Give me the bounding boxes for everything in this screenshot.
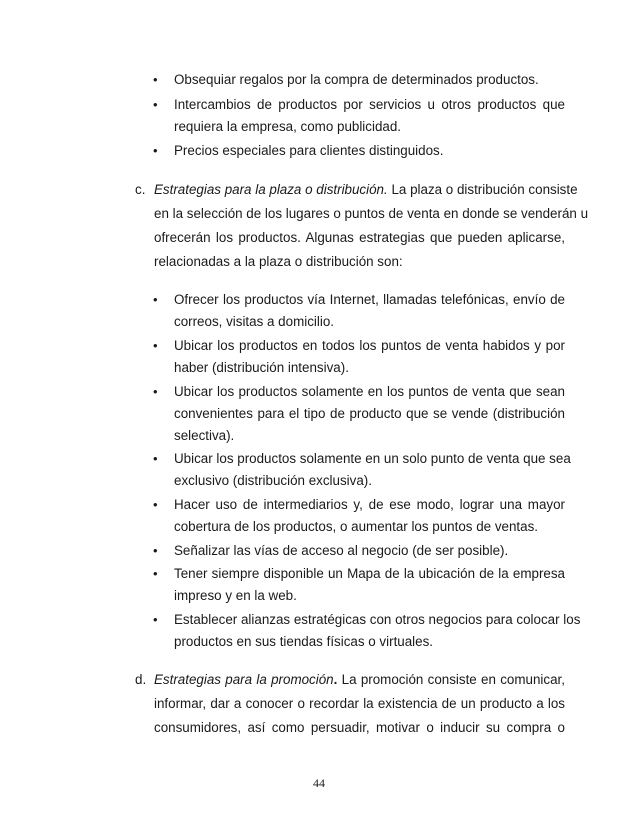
- section-title-dot: .: [333, 672, 338, 687]
- paragraph-line: en la selección de los lugares o puntos de venta en donde se venderán u: [154, 206, 589, 221]
- bullet-marker: •: [153, 543, 158, 558]
- bullet-marker: •: [153, 338, 158, 353]
- bullet-marker: •: [153, 292, 158, 307]
- bullet-marker: •: [153, 497, 158, 512]
- bullet-marker: •: [153, 612, 158, 627]
- page-number: 44: [313, 776, 325, 790]
- section-title: Estrategias para la plaza o distribución.: [154, 182, 388, 197]
- list-item-line: convenientes para el tipo de producto que se vende (distribución: [174, 406, 565, 421]
- paragraph-line: informar, dar a conocer o recordar la existencia de un producto a los: [154, 696, 565, 711]
- bullet-marker: •: [153, 143, 158, 158]
- list-item-line: Ofrecer los productos vía Internet, llamadas telefónicas, envío de: [174, 292, 565, 307]
- list-item-line: haber (distribución intensiva).: [174, 360, 349, 375]
- list-item-line: Tener siempre disponible un Mapa de la ubicación de la empresa: [174, 566, 565, 581]
- list-item-line: requiera la empresa, como publicidad.: [174, 119, 402, 134]
- list-item-line: Hacer uso de intermediarios y, de ese modo, lograr una mayor: [174, 497, 565, 512]
- list-item-line: Ubicar los productos solamente en los puntos de venta que sean: [174, 384, 565, 399]
- list-item-line: selectiva).: [174, 428, 235, 443]
- list-item-line: Ubicar los productos solamente en un solo punto de venta que sea: [174, 451, 571, 466]
- section-marker: d.: [135, 672, 147, 687]
- list-item-line: impreso y en la web.: [174, 588, 297, 603]
- list-item-line: Intercambios de productos por servicios u otros productos que: [174, 97, 565, 112]
- list-item-line: Establecer alianzas estratégicas con otros negocios para colocar los: [174, 612, 581, 627]
- section-marker: c.: [135, 182, 146, 197]
- bullet-marker: •: [153, 72, 158, 87]
- list-item-line: Precios especiales para clientes distinguidos.: [174, 143, 444, 158]
- paragraph-line: relacionadas a la plaza o distribución son:: [154, 254, 403, 269]
- list-item-line: correos, visitas a domicilio.: [174, 314, 334, 329]
- section-first-line: [154, 672, 565, 688]
- bullet-marker: •: [153, 97, 158, 112]
- list-item-line: Obsequiar regalos por la compra de determinados productos.: [174, 72, 539, 87]
- list-item-line: Señalizar las vías de acceso al negocio (de ser posible).: [174, 543, 509, 558]
- bullet-marker: •: [153, 384, 158, 399]
- paragraph-line: ofrecerán los productos. Algunas estrategias que pueden aplicarse,: [154, 230, 565, 245]
- paragraph-line: consumidores, así como persuadir, motivar o inducir su compra o: [154, 720, 565, 735]
- bullet-marker: •: [153, 451, 158, 466]
- list-item-line: productos en sus tiendas físicas o virtuales.: [174, 634, 434, 649]
- list-item-line: cobertura de los productos, o aumentar los puntos de ventas.: [174, 519, 538, 534]
- list-item-line: Ubicar los productos en todos los puntos de venta habidos y por: [174, 338, 565, 353]
- bullet-marker: •: [153, 566, 158, 581]
- section-first-line: [154, 182, 578, 198]
- list-item-line: exclusivo (distribución exclusiva).: [174, 473, 372, 488]
- section-text: La plaza o distribución consiste: [387, 182, 578, 197]
- section-title: Estrategias para la promoción: [154, 672, 334, 687]
- section-text: La promoción consiste en comunicar,: [337, 672, 565, 687]
